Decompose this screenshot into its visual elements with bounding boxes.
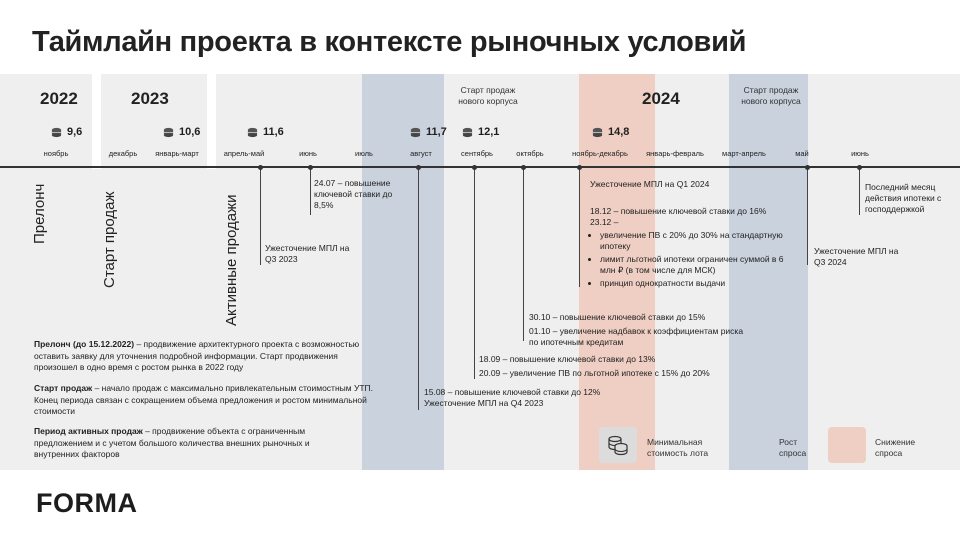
legend-swatch-growth (731, 427, 769, 463)
month-label: май (795, 149, 809, 158)
event-text: 15.08 – повышение ключевой ставки до 12% (424, 387, 601, 397)
event-text: 20.09 – увеличение ПВ по льготной ипотеке с 15% до 20% (479, 368, 710, 378)
event-dot (472, 165, 477, 170)
coins-icon (51, 127, 62, 138)
event-connector (474, 167, 475, 379)
description-text: – продвижение объекта с ограниченным предложением и с учетом большого количества внешних рыночных и внутренних факторов (34, 426, 310, 459)
year-label: 2024 (642, 89, 680, 108)
legend-label-min-price: Минимальная стоимость лота (647, 437, 709, 458)
month-label: октябрь (516, 149, 544, 158)
event-text: 30.10 – повышение ключевой ставки до 15% (529, 312, 706, 322)
event-rate-hike-1030 (529, 312, 749, 348)
event-connector (310, 167, 311, 215)
month-label: июнь (299, 149, 317, 158)
event-mpl-q1-2024: Ужесточение МПЛ на Q1 2024 (590, 179, 710, 189)
event-dot (805, 165, 810, 170)
key-rate (410, 126, 447, 138)
month-label: август (410, 149, 432, 158)
month-label: январь-февраль (646, 149, 704, 158)
month-label: июнь (851, 149, 869, 158)
legend-swatch-decline (828, 427, 866, 463)
page-title: Таймлайн проекта в контексте рыночных условий (32, 26, 747, 58)
event-last-subsidy-month: Последний месяц действия ипотеки с господдержкой (865, 182, 942, 214)
event-rate-hike-0918 (479, 354, 749, 379)
key-rate-value: 11,7 (426, 126, 447, 138)
period-separator (207, 74, 216, 169)
sales-start-label: Старт продаж нового корпуса (741, 85, 801, 106)
year-label: 2022 (40, 89, 78, 108)
event-dot (258, 165, 263, 170)
event-text: Ужесточение МПЛ на Q4 2023 (424, 398, 544, 408)
description-term: Прелонч (до 15.12.2022) (34, 339, 135, 349)
month-label: ноябрь (43, 149, 69, 158)
phase-label-prelaunch: Прелонч (31, 183, 48, 244)
event-dot (857, 165, 862, 170)
event-connector (260, 167, 261, 265)
description-sales-start (34, 383, 379, 418)
event-dot (308, 165, 313, 170)
legend-label-decline: Снижение спроса (875, 437, 916, 458)
bullet-item: • увеличение ПВ с 20% до 30% на стандартную ипотеку (600, 230, 800, 252)
event-dot (577, 165, 582, 170)
year-label: 2023 (131, 89, 169, 108)
month-label: апрель-май (223, 149, 265, 158)
month-label: сентябрь (461, 149, 493, 158)
event-connector (418, 167, 419, 410)
coins-icon (410, 127, 421, 138)
month-label: март-апрель (722, 149, 766, 158)
description-text: – продвижение архитектурного проекта с возможностью оставить заявку для уточнения подробной информации. Старт продвижения произошел в одно время с ростом рынка в 2022 году (34, 339, 360, 372)
key-rate (592, 126, 629, 138)
bullet-item: • принцип однократности выдачи (600, 278, 800, 289)
month-label: январь-март (155, 149, 199, 158)
period-separator (92, 74, 101, 169)
event-rate-hike-1218 (590, 206, 800, 291)
key-rate-value: 12,1 (478, 126, 500, 138)
event-rate-hike-0815 (424, 387, 644, 409)
event-dot (521, 165, 526, 170)
event-text: 01.10 – увеличение надбавок к коэффициентам риска по ипотечным кредитам (529, 326, 744, 347)
key-rate-value: 14,8 (608, 126, 630, 138)
coins-icon (592, 127, 603, 138)
coins-icon (247, 127, 258, 138)
description-text: – начало продаж с максимально привлекательным стоимостным УТП. Конец периода связан с сокращением объема предложения и ростом минимальной стоимости (34, 383, 374, 416)
key-rate (51, 126, 82, 138)
phase-label-sales-start: Старт продаж (101, 191, 118, 288)
key-rate (462, 126, 499, 138)
brand-logo: FORMA (36, 488, 138, 518)
coins-icon (163, 127, 174, 138)
event-text: 23.12 – (590, 217, 619, 227)
key-rate-value: 11,6 (263, 126, 284, 138)
legend-label-growth: Рост спроса (779, 437, 807, 458)
event-connector (807, 167, 808, 265)
event-mpl-q3-2023: Ужесточение МПЛ на Q3 2023 (265, 243, 350, 264)
event-rate-hike-0724: 24.07 – повышение ключевой ставки до 8,5% (314, 178, 393, 210)
description-term: Старт продаж (34, 383, 93, 393)
key-rate-value: 10,6 (179, 126, 201, 138)
timeline-axis (0, 166, 960, 168)
event-mpl-q3-2024: Ужесточение МПЛ на Q3 2024 (814, 246, 899, 267)
description-prelaunch (34, 339, 379, 374)
description-active-sales (34, 426, 354, 461)
event-connector (579, 167, 580, 287)
key-rate-value: 9,6 (67, 126, 83, 138)
coins-icon (607, 434, 629, 456)
key-rate (247, 126, 284, 138)
event-connector (523, 167, 524, 341)
month-label: июль (355, 149, 373, 158)
key-rate (163, 126, 200, 138)
event-text: 18.12 – повышение ключевой ставки до 16% (590, 206, 767, 216)
event-bullets (590, 230, 800, 289)
month-label: ноябрь-декабрь (572, 149, 628, 158)
sales-start-label: Старт продаж нового корпуса (458, 85, 518, 106)
event-dot (416, 165, 421, 170)
event-connector (859, 167, 860, 215)
legend-swatch-min-price (599, 427, 637, 463)
event-text: 18.09 – повышение ключевой ставки до 13% (479, 354, 656, 364)
month-label: декабрь (108, 149, 138, 158)
description-term: Период активных продаж (34, 426, 143, 436)
coins-icon (462, 127, 473, 138)
bullet-item: • лимит льготной ипотеки ограничен суммой в 6 млн ₽ (в том числе для МСК) (600, 254, 800, 276)
phase-label-active-sales: Активные продажи (223, 194, 240, 326)
